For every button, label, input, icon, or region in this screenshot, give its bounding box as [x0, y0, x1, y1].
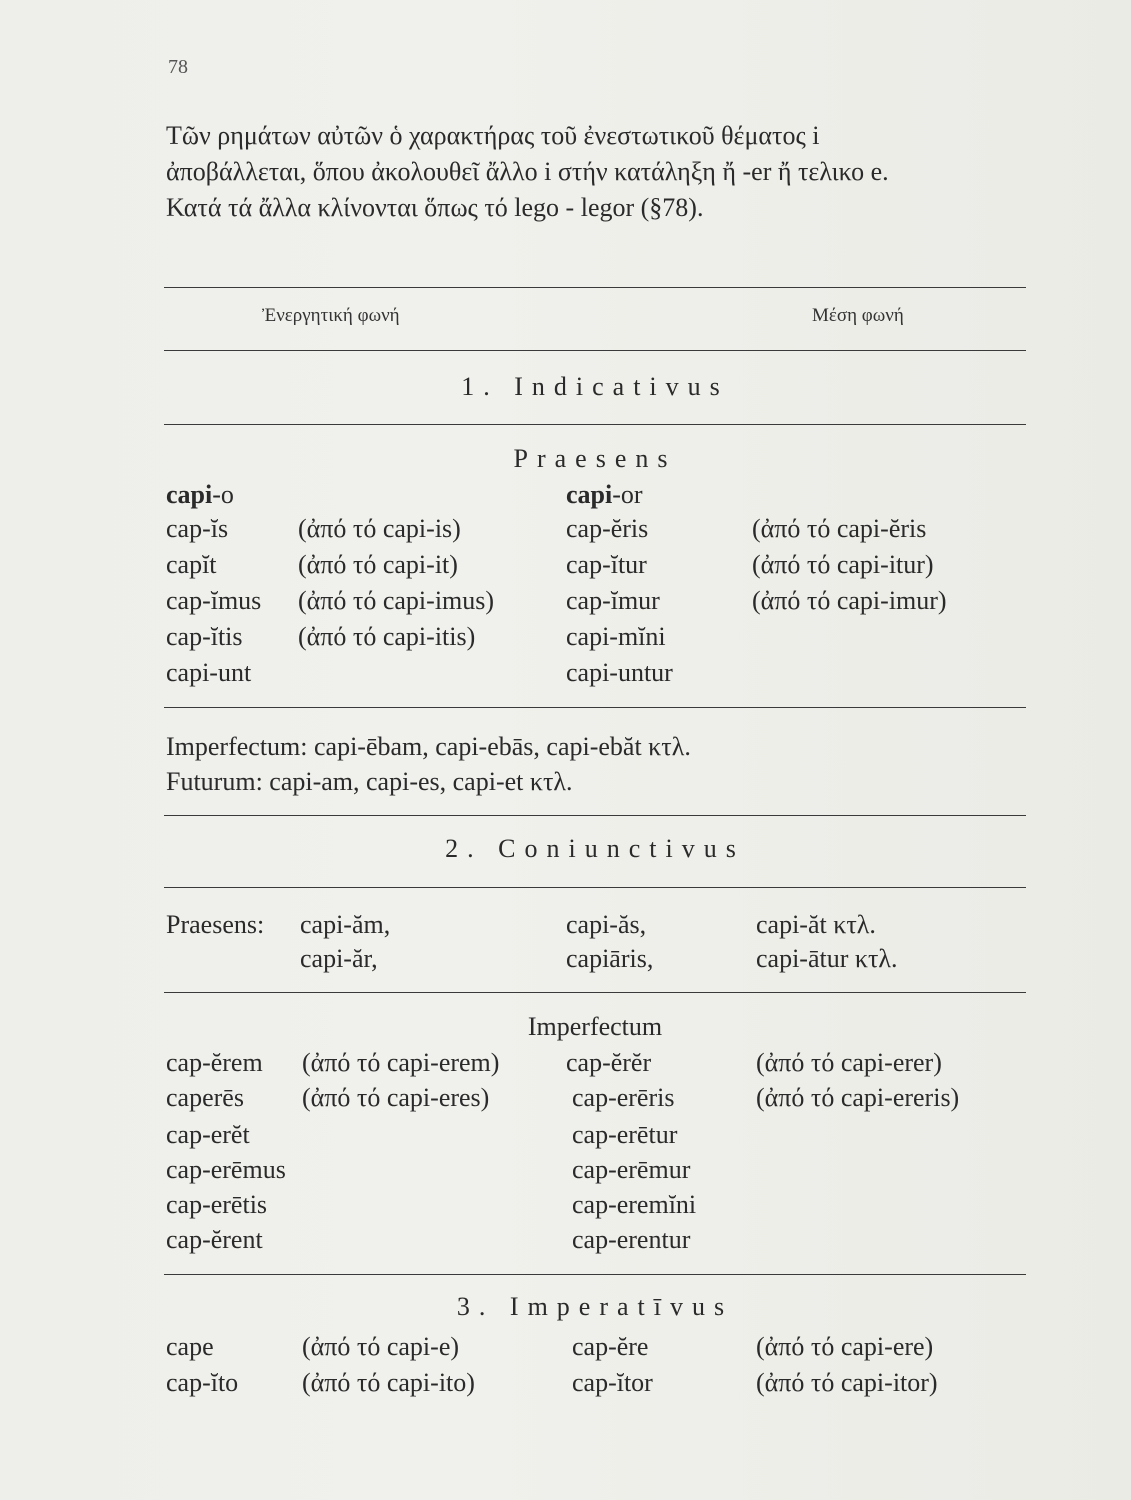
form-note: (ἀπό τό capi-is): [298, 514, 461, 543]
form-note: (ἀπό τό capi-imus): [298, 586, 495, 615]
stem-bold: capi: [166, 480, 213, 509]
intro-line: Κατά τά ἄλλα κλίνονται ὅπως τό lego - legor (§78).: [166, 193, 704, 222]
form-note: (ἀπό τό capi-ere): [756, 1332, 934, 1361]
middle-voice-label: Μέση φωνή: [812, 305, 904, 326]
form: cap-ĕris: [566, 514, 649, 543]
form: cap-eremĭni: [572, 1190, 697, 1219]
form: cap-ĕrĕr: [566, 1048, 652, 1077]
form: capi-ăr,: [300, 944, 378, 973]
page-number: 78: [168, 56, 188, 78]
form: capi-mĭni: [566, 622, 666, 651]
form: cap-ĕrem: [166, 1048, 263, 1077]
form: cap-ĭtor: [572, 1368, 653, 1397]
form-note: (ἀπό τό capi-itor): [756, 1368, 938, 1397]
active-voice-label: Ἐνεργητική φωνή: [262, 305, 400, 326]
intro-paragraph: [166, 118, 1036, 226]
divider: [164, 887, 1026, 888]
form: cap-ĭtis: [166, 622, 243, 651]
form: capi-ăt κτλ.: [756, 910, 876, 939]
intro-line: Τῶν ρημάτων αὐτῶν ὁ χαρακτήρας τοῦ ἐνεστωτικοῦ θέματος i: [166, 121, 820, 150]
divider: [164, 707, 1026, 708]
coniunctivus-heading: 2. Coniunctivus: [445, 834, 745, 863]
form: cap-erēmur: [572, 1155, 691, 1184]
form-note: (ἀπό τό capi-itur): [752, 550, 934, 579]
divider: [164, 424, 1026, 425]
form: cap-ĭmus: [166, 586, 262, 615]
form-note: (ἀπό τό capi-erer): [756, 1048, 942, 1077]
divider: [164, 287, 1026, 288]
divider: [164, 815, 1026, 816]
first-person-active: [166, 480, 234, 510]
form: capi-ăm,: [300, 910, 391, 939]
form: capi-unt: [166, 658, 252, 687]
form: capi-ăs,: [566, 910, 647, 939]
form-note: (ἀπό τό capi-ito): [302, 1368, 475, 1397]
divider: [164, 350, 1026, 351]
indicativus-heading: 1. Indicativus: [461, 372, 729, 401]
form: cap-erēmus: [166, 1155, 286, 1184]
imperativus-heading: 3. Imperatīvus: [456, 1292, 734, 1321]
form: capiāris,: [566, 944, 654, 973]
divider: [164, 1274, 1026, 1275]
form-note: (ἀπό τό capi-imur): [752, 586, 947, 615]
form: caperēs: [166, 1083, 244, 1112]
form-note: (ἀπό τό capi-itis): [298, 622, 476, 651]
form: cap-ĕre: [572, 1332, 649, 1361]
form: capi-untur: [566, 658, 673, 687]
imperfectum-line: Imperfectum: capi-ēbam, capi-ebās, capi-ebăt κτλ.: [166, 732, 691, 761]
form-note: (ἀπό τό capi-ĕris: [752, 514, 927, 543]
form: cap-erēris: [572, 1083, 675, 1112]
form-note: (ἀπό τό capi-eres): [302, 1083, 490, 1112]
form-note: (ἀπό τό capi-ereris): [756, 1083, 960, 1112]
praesens-heading: Praesens: [513, 444, 677, 473]
form: cap-ĭs: [166, 514, 229, 543]
ending: -or: [612, 480, 643, 509]
form: capi-ātur κτλ.: [756, 944, 898, 973]
form-note: (ἀπό τό capi-it): [298, 550, 458, 579]
stem-bold: capi: [566, 480, 613, 509]
praesens-label: Praesens:: [166, 910, 265, 939]
form-note: (ἀπό τό capi-e): [302, 1332, 460, 1361]
form: cap-ĭtur: [566, 550, 647, 579]
futurum-line: Futurum: capi-am, capi-es, capi-et κτλ.: [166, 767, 573, 796]
intro-line: ἀποβάλλεται, ὅπου ἀκολουθεῖ ἄλλο i στήν κατάληξη ἤ -er ἤ τελικο e.: [166, 157, 889, 186]
form: cap-erĕt: [166, 1120, 250, 1149]
form: cap-erētur: [572, 1120, 678, 1149]
imperfectum-heading: Imperfectum: [527, 1012, 663, 1041]
form-note: (ἀπό τό capi-erem): [302, 1048, 500, 1077]
form: cap-ĭto: [166, 1368, 239, 1397]
form: cape: [166, 1332, 214, 1361]
form: cap-ĭmur: [566, 586, 660, 615]
ending: -o: [212, 480, 234, 509]
form: cap-erētis: [166, 1190, 268, 1219]
form: cap-ĕrent: [166, 1225, 263, 1254]
first-person-middle: [566, 480, 643, 510]
divider: [164, 992, 1026, 993]
form: cap-erentur: [572, 1225, 691, 1254]
form: capĭt: [166, 550, 217, 579]
